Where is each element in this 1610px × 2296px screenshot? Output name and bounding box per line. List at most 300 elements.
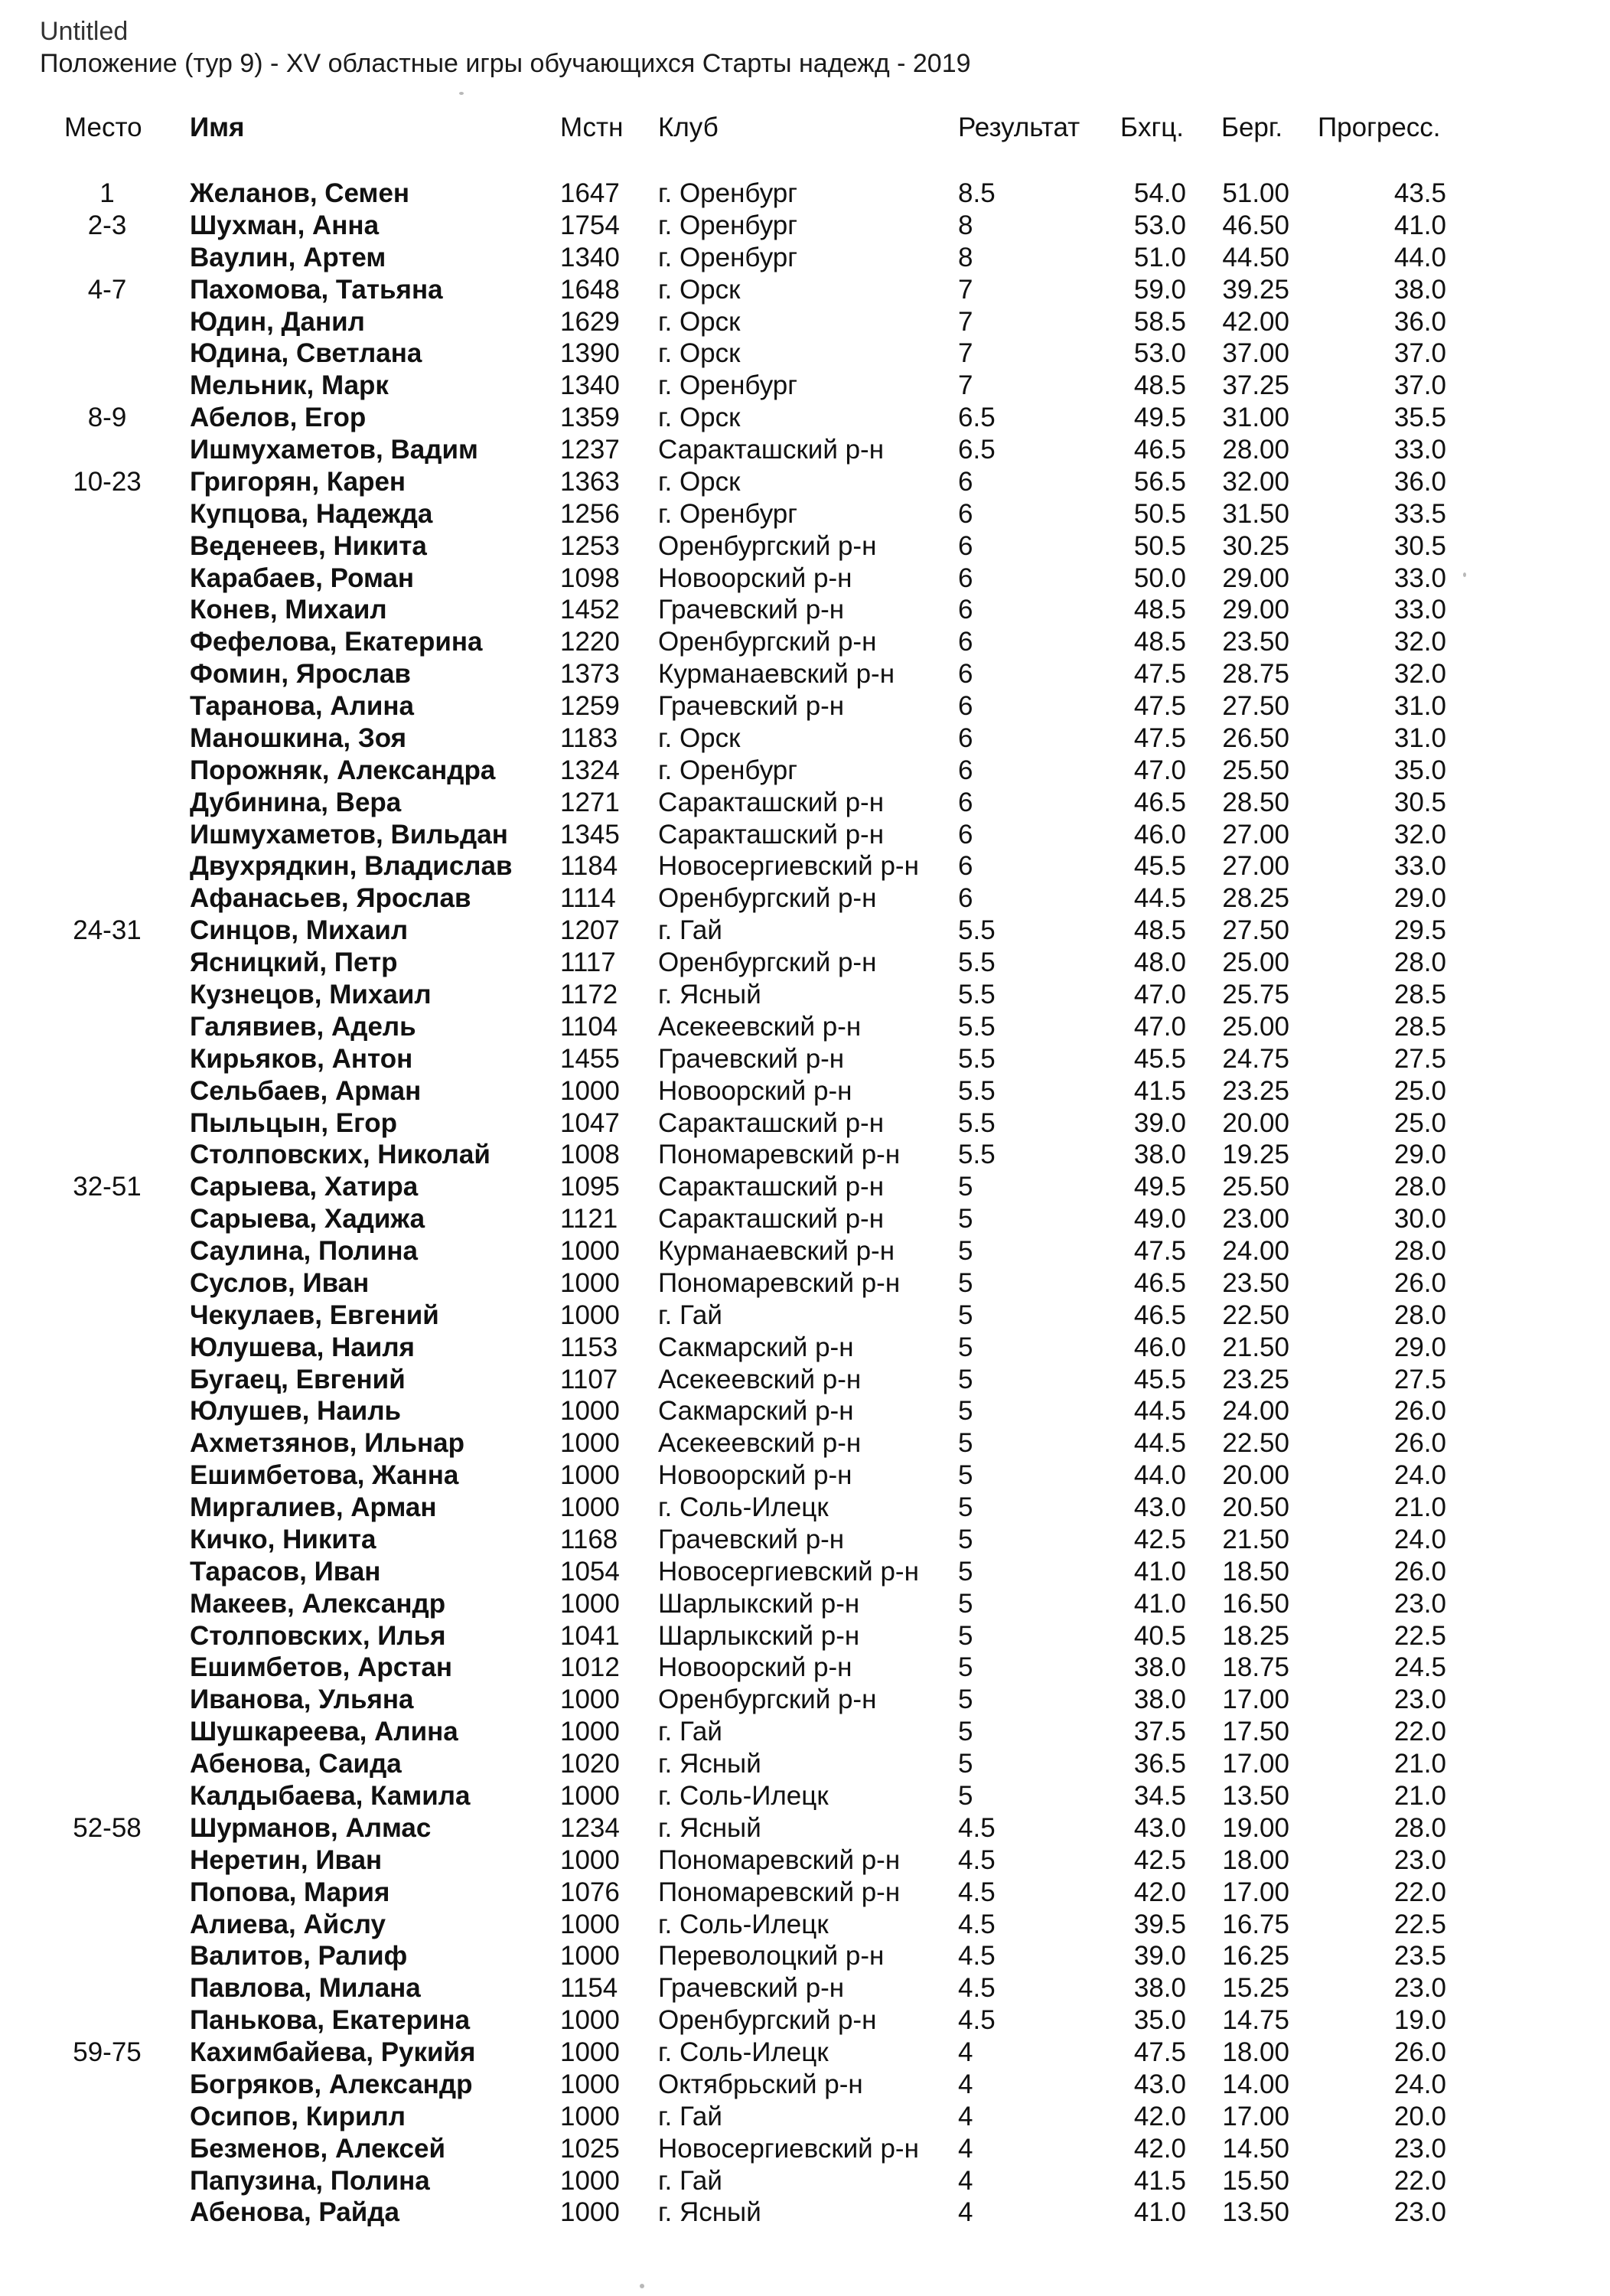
result-cell: 5.5 bbox=[958, 1011, 996, 1042]
table-row bbox=[0, 1940, 1610, 1972]
result-cell: 5.5 bbox=[958, 1075, 996, 1106]
header-buchholz: Бхгц. bbox=[1120, 113, 1185, 142]
result-cell: 5.5 bbox=[958, 1043, 996, 1074]
name-cell: Тарасов, Иван bbox=[190, 1556, 381, 1587]
berger-cell: 18.75 bbox=[1222, 1652, 1289, 1683]
place-cell: 32-51 bbox=[73, 1172, 142, 1202]
result-cell: 5 bbox=[958, 1204, 973, 1234]
berger-cell: 25.75 bbox=[1222, 980, 1289, 1009]
document-label: Untitled bbox=[40, 17, 129, 46]
progress-cell: 30.0 bbox=[1393, 1204, 1446, 1234]
table-row bbox=[0, 1652, 1610, 1684]
progress-cell: 25.0 bbox=[1393, 1107, 1446, 1138]
club-cell: Новосергиевский р-н bbox=[658, 1556, 919, 1587]
rating-cell: 1000 bbox=[560, 1781, 620, 1811]
rating-cell: 1000 bbox=[560, 1267, 620, 1298]
table-row bbox=[0, 242, 1610, 274]
name-cell: Мельник, Марк bbox=[190, 370, 389, 401]
buchholz-cell: 47.0 bbox=[1133, 1011, 1186, 1042]
berger-cell: 14.75 bbox=[1222, 2005, 1289, 2036]
rating-cell: 1000 bbox=[560, 1428, 620, 1459]
name-cell: Ишмухаметов, Вадим bbox=[190, 435, 478, 465]
club-cell: Саракташский р-н bbox=[658, 819, 885, 850]
progress-cell: 21.0 bbox=[1393, 1492, 1446, 1523]
berger-cell: 22.50 bbox=[1222, 1428, 1289, 1459]
buchholz-cell: 49.5 bbox=[1133, 403, 1186, 433]
table-row bbox=[0, 2069, 1610, 2101]
berger-cell: 27.00 bbox=[1222, 819, 1289, 850]
buchholz-cell: 34.5 bbox=[1133, 1781, 1186, 1811]
progress-cell: 29.0 bbox=[1393, 1332, 1446, 1362]
rating-cell: 1154 bbox=[560, 1973, 618, 2004]
club-cell: Оренбургский р-н bbox=[658, 530, 877, 561]
progress-cell: 37.0 bbox=[1393, 338, 1446, 369]
table-row bbox=[0, 2101, 1610, 2133]
berger-cell: 37.00 bbox=[1222, 338, 1289, 369]
rating-cell: 1114 bbox=[560, 883, 616, 914]
rating-cell: 1000 bbox=[560, 1684, 620, 1715]
table-row bbox=[0, 1011, 1610, 1043]
name-cell: Столповских, Николай bbox=[190, 1140, 490, 1170]
berger-cell: 13.50 bbox=[1222, 1781, 1289, 1811]
rating-cell: 1000 bbox=[560, 1460, 620, 1491]
result-cell: 5 bbox=[958, 1717, 973, 1747]
progress-cell: 41.0 bbox=[1393, 210, 1446, 240]
rating-cell: 1041 bbox=[560, 1620, 620, 1651]
rating-cell: 1184 bbox=[560, 851, 618, 882]
buchholz-cell: 46.0 bbox=[1133, 819, 1186, 850]
table-row bbox=[0, 1043, 1610, 1075]
name-cell: Желанов, Семен bbox=[190, 178, 410, 208]
name-cell: Ишмухаметов, Вильдан bbox=[190, 819, 508, 850]
progress-cell: 23.0 bbox=[1393, 1844, 1446, 1875]
result-cell: 4 bbox=[958, 2101, 973, 2131]
table-row bbox=[0, 755, 1610, 787]
berger-cell: 28.50 bbox=[1222, 787, 1289, 817]
buchholz-cell: 47.5 bbox=[1133, 691, 1186, 722]
progress-cell: 24.0 bbox=[1393, 1460, 1446, 1491]
table-row bbox=[0, 1427, 1610, 1459]
rating-cell: 1172 bbox=[560, 980, 618, 1009]
table-row bbox=[0, 498, 1610, 530]
name-cell: Богряков, Александр bbox=[190, 2069, 473, 2099]
rating-cell: 1020 bbox=[560, 1749, 620, 1779]
table-row bbox=[0, 1780, 1610, 1812]
berger-cell: 16.50 bbox=[1222, 1588, 1289, 1619]
progress-cell: 21.0 bbox=[1393, 1781, 1446, 1811]
table-row bbox=[0, 594, 1610, 626]
rating-cell: 1359 bbox=[560, 403, 620, 433]
club-cell: г. Оренбург bbox=[658, 178, 798, 208]
progress-cell: 24.5 bbox=[1393, 1652, 1446, 1683]
club-cell: г. Орск bbox=[658, 274, 741, 305]
progress-cell: 22.5 bbox=[1393, 1620, 1446, 1651]
result-cell: 7 bbox=[958, 306, 973, 337]
table-row bbox=[0, 2133, 1610, 2165]
name-cell: Абенова, Райда bbox=[190, 2197, 399, 2228]
progress-cell: 25.0 bbox=[1393, 1075, 1446, 1106]
table-row bbox=[0, 274, 1610, 306]
club-cell: Пономаревский р-н bbox=[658, 1844, 901, 1875]
progress-cell: 20.0 bbox=[1393, 2101, 1446, 2131]
rating-cell: 1183 bbox=[560, 722, 618, 753]
name-cell: Макеев, Александр bbox=[190, 1588, 446, 1619]
buchholz-cell: 48.5 bbox=[1133, 370, 1186, 401]
berger-cell: 16.25 bbox=[1222, 1941, 1289, 1971]
table-row bbox=[0, 819, 1610, 851]
club-cell: г. Оренбург bbox=[658, 370, 798, 401]
table-row bbox=[0, 466, 1610, 498]
club-cell: Новоорский р-н bbox=[658, 563, 852, 593]
berger-cell: 15.25 bbox=[1222, 1973, 1289, 2004]
progress-cell: 24.0 bbox=[1393, 1524, 1446, 1554]
club-cell: Асекеевский р-н bbox=[658, 1428, 862, 1459]
progress-cell: 22.0 bbox=[1393, 1717, 1446, 1747]
name-cell: Сарыева, Хадижа bbox=[190, 1204, 425, 1234]
berger-cell: 23.25 bbox=[1222, 1364, 1289, 1394]
name-cell: Ясницкий, Петр bbox=[190, 947, 398, 978]
club-cell: Пономаревский р-н bbox=[658, 1267, 901, 1298]
buchholz-cell: 46.5 bbox=[1133, 1267, 1186, 1298]
result-cell: 8.5 bbox=[958, 178, 996, 208]
header-result: Результат bbox=[958, 113, 1080, 142]
progress-cell: 23.0 bbox=[1393, 1973, 1446, 2004]
rating-cell: 1000 bbox=[560, 1844, 620, 1875]
berger-cell: 23.00 bbox=[1222, 1204, 1289, 1234]
berger-cell: 25.00 bbox=[1222, 1011, 1289, 1042]
buchholz-cell: 39.5 bbox=[1133, 1909, 1186, 1939]
progress-cell: 28.5 bbox=[1393, 1011, 1446, 1042]
name-cell: Абелов, Егор bbox=[190, 403, 367, 433]
progress-cell: 29.0 bbox=[1393, 883, 1446, 914]
progress-cell: 28.0 bbox=[1393, 1812, 1446, 1843]
name-cell: Абенова, Саида bbox=[190, 1749, 402, 1779]
club-cell: г. Ясный bbox=[658, 980, 761, 1009]
table-row bbox=[0, 915, 1610, 947]
progress-cell: 27.5 bbox=[1393, 1043, 1446, 1074]
rating-cell: 1629 bbox=[560, 306, 620, 337]
buchholz-cell: 46.5 bbox=[1133, 787, 1186, 817]
result-cell: 4.5 bbox=[958, 1812, 996, 1843]
berger-cell: 17.50 bbox=[1222, 1717, 1289, 1747]
buchholz-cell: 45.5 bbox=[1133, 851, 1186, 882]
name-cell: Сельбаев, Арман bbox=[190, 1075, 422, 1106]
place-cell: 24-31 bbox=[73, 915, 142, 946]
table-row bbox=[0, 1459, 1610, 1492]
result-cell: 5 bbox=[958, 1396, 973, 1427]
table-row bbox=[0, 947, 1610, 979]
table-row bbox=[0, 1556, 1610, 1588]
name-cell: Юлушева, Наиля bbox=[190, 1332, 415, 1362]
table-row bbox=[0, 1877, 1610, 1909]
progress-cell: 22.0 bbox=[1393, 1877, 1446, 1907]
buchholz-cell: 39.0 bbox=[1133, 1107, 1186, 1138]
buchholz-cell: 36.5 bbox=[1133, 1749, 1186, 1779]
table-row bbox=[0, 402, 1610, 434]
buchholz-cell: 43.0 bbox=[1133, 2069, 1186, 2099]
club-cell: Грачевский р-н bbox=[658, 1043, 845, 1074]
berger-cell: 25.00 bbox=[1222, 947, 1289, 978]
rating-cell: 1390 bbox=[560, 338, 620, 369]
buchholz-cell: 56.5 bbox=[1133, 466, 1186, 497]
table-row bbox=[0, 2197, 1610, 2229]
rating-cell: 1000 bbox=[560, 1236, 620, 1267]
result-cell: 5 bbox=[958, 1684, 973, 1715]
club-cell: Асекеевский р-н bbox=[658, 1364, 862, 1394]
table-row bbox=[0, 1844, 1610, 1877]
club-cell: г. Орск bbox=[658, 722, 741, 753]
result-cell: 6 bbox=[958, 691, 973, 722]
result-cell: 6.5 bbox=[958, 435, 996, 465]
table-row bbox=[0, 1492, 1610, 1524]
rating-cell: 1168 bbox=[560, 1524, 618, 1554]
berger-cell: 25.50 bbox=[1222, 1172, 1289, 1202]
name-cell: Шухман, Анна bbox=[190, 210, 380, 240]
table-row bbox=[0, 979, 1610, 1011]
name-cell: Ахметзянов, Ильнар bbox=[190, 1428, 464, 1459]
berger-cell: 23.50 bbox=[1222, 1267, 1289, 1298]
buchholz-cell: 38.0 bbox=[1133, 1140, 1186, 1170]
club-cell: Грачевский р-н bbox=[658, 595, 845, 625]
table-row bbox=[0, 2037, 1610, 2069]
rating-cell: 1095 bbox=[560, 1172, 620, 1202]
berger-cell: 28.25 bbox=[1222, 883, 1289, 914]
berger-cell: 20.00 bbox=[1222, 1460, 1289, 1491]
buchholz-cell: 54.0 bbox=[1133, 178, 1186, 208]
result-cell: 5 bbox=[958, 1652, 973, 1683]
berger-cell: 19.25 bbox=[1222, 1140, 1289, 1170]
name-cell: Карабаев, Роман bbox=[190, 563, 415, 593]
buchholz-cell: 50.5 bbox=[1133, 498, 1186, 529]
buchholz-cell: 37.5 bbox=[1133, 1717, 1186, 1747]
name-cell: Григорян, Карен bbox=[190, 466, 406, 497]
berger-cell: 24.00 bbox=[1222, 1396, 1289, 1427]
result-cell: 6 bbox=[958, 722, 973, 753]
club-cell: г. Гай bbox=[658, 2165, 722, 2196]
progress-cell: 35.0 bbox=[1393, 755, 1446, 785]
rating-cell: 1207 bbox=[560, 915, 620, 946]
berger-cell: 24.75 bbox=[1222, 1043, 1289, 1074]
name-cell: Попова, Мария bbox=[190, 1877, 390, 1907]
buchholz-cell: 47.5 bbox=[1133, 1236, 1186, 1267]
table-row bbox=[0, 1267, 1610, 1300]
club-cell: Новоорский р-н bbox=[658, 1460, 852, 1491]
berger-cell: 28.00 bbox=[1222, 435, 1289, 465]
table-row bbox=[0, 2165, 1610, 2197]
table-row bbox=[0, 1395, 1610, 1427]
progress-cell: 26.0 bbox=[1393, 1428, 1446, 1459]
name-cell: Папузина, Полина bbox=[190, 2165, 430, 2196]
progress-cell: 23.0 bbox=[1393, 2197, 1446, 2228]
rating-cell: 1000 bbox=[560, 1075, 620, 1106]
buchholz-cell: 41.0 bbox=[1133, 2197, 1186, 2228]
club-cell: Шарлыкский р-н bbox=[658, 1588, 860, 1619]
progress-cell: 36.0 bbox=[1393, 466, 1446, 497]
berger-cell: 18.00 bbox=[1222, 2037, 1289, 2068]
rating-cell: 1000 bbox=[560, 2069, 620, 2099]
header-name: Имя bbox=[190, 113, 245, 142]
progress-cell: 27.5 bbox=[1393, 1364, 1446, 1394]
result-cell: 4 bbox=[958, 2165, 973, 2196]
name-cell: Саулина, Полина bbox=[190, 1236, 418, 1267]
result-cell: 4.5 bbox=[958, 1877, 996, 1907]
club-cell: Саракташский р-н bbox=[658, 1172, 885, 1202]
result-cell: 5 bbox=[958, 1781, 973, 1811]
place-cell: 1 bbox=[99, 178, 115, 208]
table-row bbox=[0, 338, 1610, 370]
result-cell: 6 bbox=[958, 498, 973, 529]
berger-cell: 13.50 bbox=[1222, 2197, 1289, 2228]
progress-cell: 29.5 bbox=[1393, 915, 1446, 946]
club-cell: Сакмарский р-н bbox=[658, 1396, 854, 1427]
buchholz-cell: 35.0 bbox=[1133, 2005, 1186, 2036]
berger-cell: 21.50 bbox=[1222, 1332, 1289, 1362]
club-cell: Саракташский р-н bbox=[658, 1204, 885, 1234]
result-cell: 4.5 bbox=[958, 1909, 996, 1939]
name-cell: Таранова, Алина bbox=[190, 691, 414, 722]
rating-cell: 1253 bbox=[560, 530, 620, 561]
rating-cell: 1008 bbox=[560, 1140, 620, 1170]
table-row bbox=[0, 1300, 1610, 1332]
progress-cell: 38.0 bbox=[1393, 274, 1446, 305]
progress-cell: 32.0 bbox=[1393, 627, 1446, 657]
buchholz-cell: 43.0 bbox=[1133, 1812, 1186, 1843]
table-row bbox=[0, 1332, 1610, 1364]
rating-cell: 1340 bbox=[560, 370, 620, 401]
name-cell: Алиева, Айслу bbox=[190, 1909, 386, 1939]
buchholz-cell: 42.0 bbox=[1133, 2101, 1186, 2131]
place-cell: 2-3 bbox=[87, 210, 127, 240]
result-cell: 5.5 bbox=[958, 1140, 996, 1170]
rating-cell: 1000 bbox=[560, 2165, 620, 2196]
progress-cell: 31.0 bbox=[1393, 691, 1446, 722]
progress-cell: 44.0 bbox=[1393, 242, 1446, 272]
table-row bbox=[0, 1139, 1610, 1171]
club-cell: Новоорский р-н bbox=[658, 1075, 852, 1106]
name-cell: Столповских, Илья bbox=[190, 1620, 446, 1651]
buchholz-cell: 46.5 bbox=[1133, 435, 1186, 465]
berger-cell: 17.00 bbox=[1222, 1749, 1289, 1779]
table-row bbox=[0, 370, 1610, 402]
progress-cell: 33.0 bbox=[1393, 563, 1446, 593]
rating-cell: 1000 bbox=[560, 2037, 620, 2068]
rating-cell: 1000 bbox=[560, 1396, 620, 1427]
berger-cell: 18.25 bbox=[1222, 1620, 1289, 1651]
table-row bbox=[0, 1524, 1610, 1556]
berger-cell: 18.50 bbox=[1222, 1556, 1289, 1587]
club-cell: Курманаевский р-н bbox=[658, 1236, 895, 1267]
result-cell: 6 bbox=[958, 627, 973, 657]
club-cell: Новосергиевский р-н bbox=[658, 851, 919, 882]
result-cell: 4 bbox=[958, 2133, 973, 2164]
progress-cell: 19.0 bbox=[1393, 2005, 1446, 2036]
buchholz-cell: 53.0 bbox=[1133, 210, 1186, 240]
name-cell: Двухрядкин, Владислав bbox=[190, 851, 513, 882]
berger-cell: 25.50 bbox=[1222, 755, 1289, 785]
progress-cell: 33.0 bbox=[1393, 595, 1446, 625]
rating-cell: 1054 bbox=[560, 1556, 620, 1587]
result-cell: 8 bbox=[958, 210, 973, 240]
table-row bbox=[0, 1364, 1610, 1396]
buchholz-cell: 47.0 bbox=[1133, 755, 1186, 785]
header-progress: Прогресс. bbox=[1318, 113, 1441, 142]
result-cell: 6 bbox=[958, 530, 973, 561]
result-cell: 5 bbox=[958, 1524, 973, 1554]
place-cell: 10-23 bbox=[73, 466, 142, 497]
result-cell: 5 bbox=[958, 1300, 973, 1330]
table-row bbox=[0, 2004, 1610, 2037]
buchholz-cell: 38.0 bbox=[1133, 1684, 1186, 1715]
place-cell: 59-75 bbox=[73, 2037, 142, 2068]
name-cell: Панькова, Екатерина bbox=[190, 2005, 471, 2036]
berger-cell: 16.75 bbox=[1222, 1909, 1289, 1939]
club-cell: г. Ясный bbox=[658, 2197, 761, 2228]
name-cell: Веденеев, Никита bbox=[190, 530, 427, 561]
result-cell: 6 bbox=[958, 563, 973, 593]
buchholz-cell: 47.5 bbox=[1133, 722, 1186, 753]
progress-cell: 28.0 bbox=[1393, 1172, 1446, 1202]
berger-cell: 30.25 bbox=[1222, 530, 1289, 561]
buchholz-cell: 42.0 bbox=[1133, 1877, 1186, 1907]
rating-cell: 1259 bbox=[560, 691, 620, 722]
rating-cell: 1648 bbox=[560, 274, 620, 305]
header-club: Клуб bbox=[658, 113, 719, 142]
name-cell: Пахомова, Татьяна bbox=[190, 274, 443, 305]
table-row bbox=[0, 658, 1610, 690]
table-row bbox=[0, 530, 1610, 563]
club-cell: Пономаревский р-н bbox=[658, 1140, 901, 1170]
name-cell: Купцова, Надежда bbox=[190, 498, 433, 529]
club-cell: Новоорский р-н bbox=[658, 1652, 852, 1683]
rating-cell: 1256 bbox=[560, 498, 620, 529]
name-cell: Неретин, Иван bbox=[190, 1844, 383, 1875]
buchholz-cell: 45.5 bbox=[1133, 1364, 1186, 1394]
scan-speck bbox=[640, 2284, 644, 2288]
club-cell: Грачевский р-н bbox=[658, 1973, 845, 2004]
club-cell: г. Гай bbox=[658, 1717, 722, 1747]
berger-cell: 27.50 bbox=[1222, 915, 1289, 946]
result-cell: 7 bbox=[958, 370, 973, 401]
rating-cell: 1237 bbox=[560, 435, 620, 465]
progress-cell: 26.0 bbox=[1393, 1396, 1446, 1427]
result-cell: 4 bbox=[958, 2069, 973, 2099]
name-cell: Ешимбетова, Жанна bbox=[190, 1460, 459, 1491]
rating-cell: 1340 bbox=[560, 242, 620, 272]
rating-cell: 1047 bbox=[560, 1107, 620, 1138]
name-cell: Чекулаев, Евгений bbox=[190, 1300, 439, 1330]
header-rating: Мстн bbox=[560, 113, 624, 142]
name-cell: Суслов, Иван bbox=[190, 1267, 370, 1298]
table-row bbox=[0, 626, 1610, 658]
buchholz-cell: 45.5 bbox=[1133, 1043, 1186, 1074]
progress-cell: 32.0 bbox=[1393, 819, 1446, 850]
club-cell: г. Соль-Илецк bbox=[658, 1492, 829, 1523]
name-cell: Фомин, Ярослав bbox=[190, 659, 411, 690]
club-cell: г. Соль-Илецк bbox=[658, 1909, 829, 1939]
buchholz-cell: 47.5 bbox=[1133, 659, 1186, 690]
document-title: Положение (тур 9) - XV областные игры обучающихся Старты надежд - 2019 bbox=[40, 49, 971, 78]
name-cell: Осипов, Кирилл bbox=[190, 2101, 406, 2131]
progress-cell: 43.5 bbox=[1393, 178, 1446, 208]
berger-cell: 29.00 bbox=[1222, 595, 1289, 625]
table-row bbox=[0, 1171, 1610, 1203]
rating-cell: 1000 bbox=[560, 1492, 620, 1523]
name-cell: Синцов, Михаил bbox=[190, 915, 409, 946]
name-cell: Конев, Михаил bbox=[190, 595, 387, 625]
rating-cell: 1000 bbox=[560, 1300, 620, 1330]
buchholz-cell: 41.0 bbox=[1133, 1556, 1186, 1587]
club-cell: г. Соль-Илецк bbox=[658, 2037, 829, 2068]
